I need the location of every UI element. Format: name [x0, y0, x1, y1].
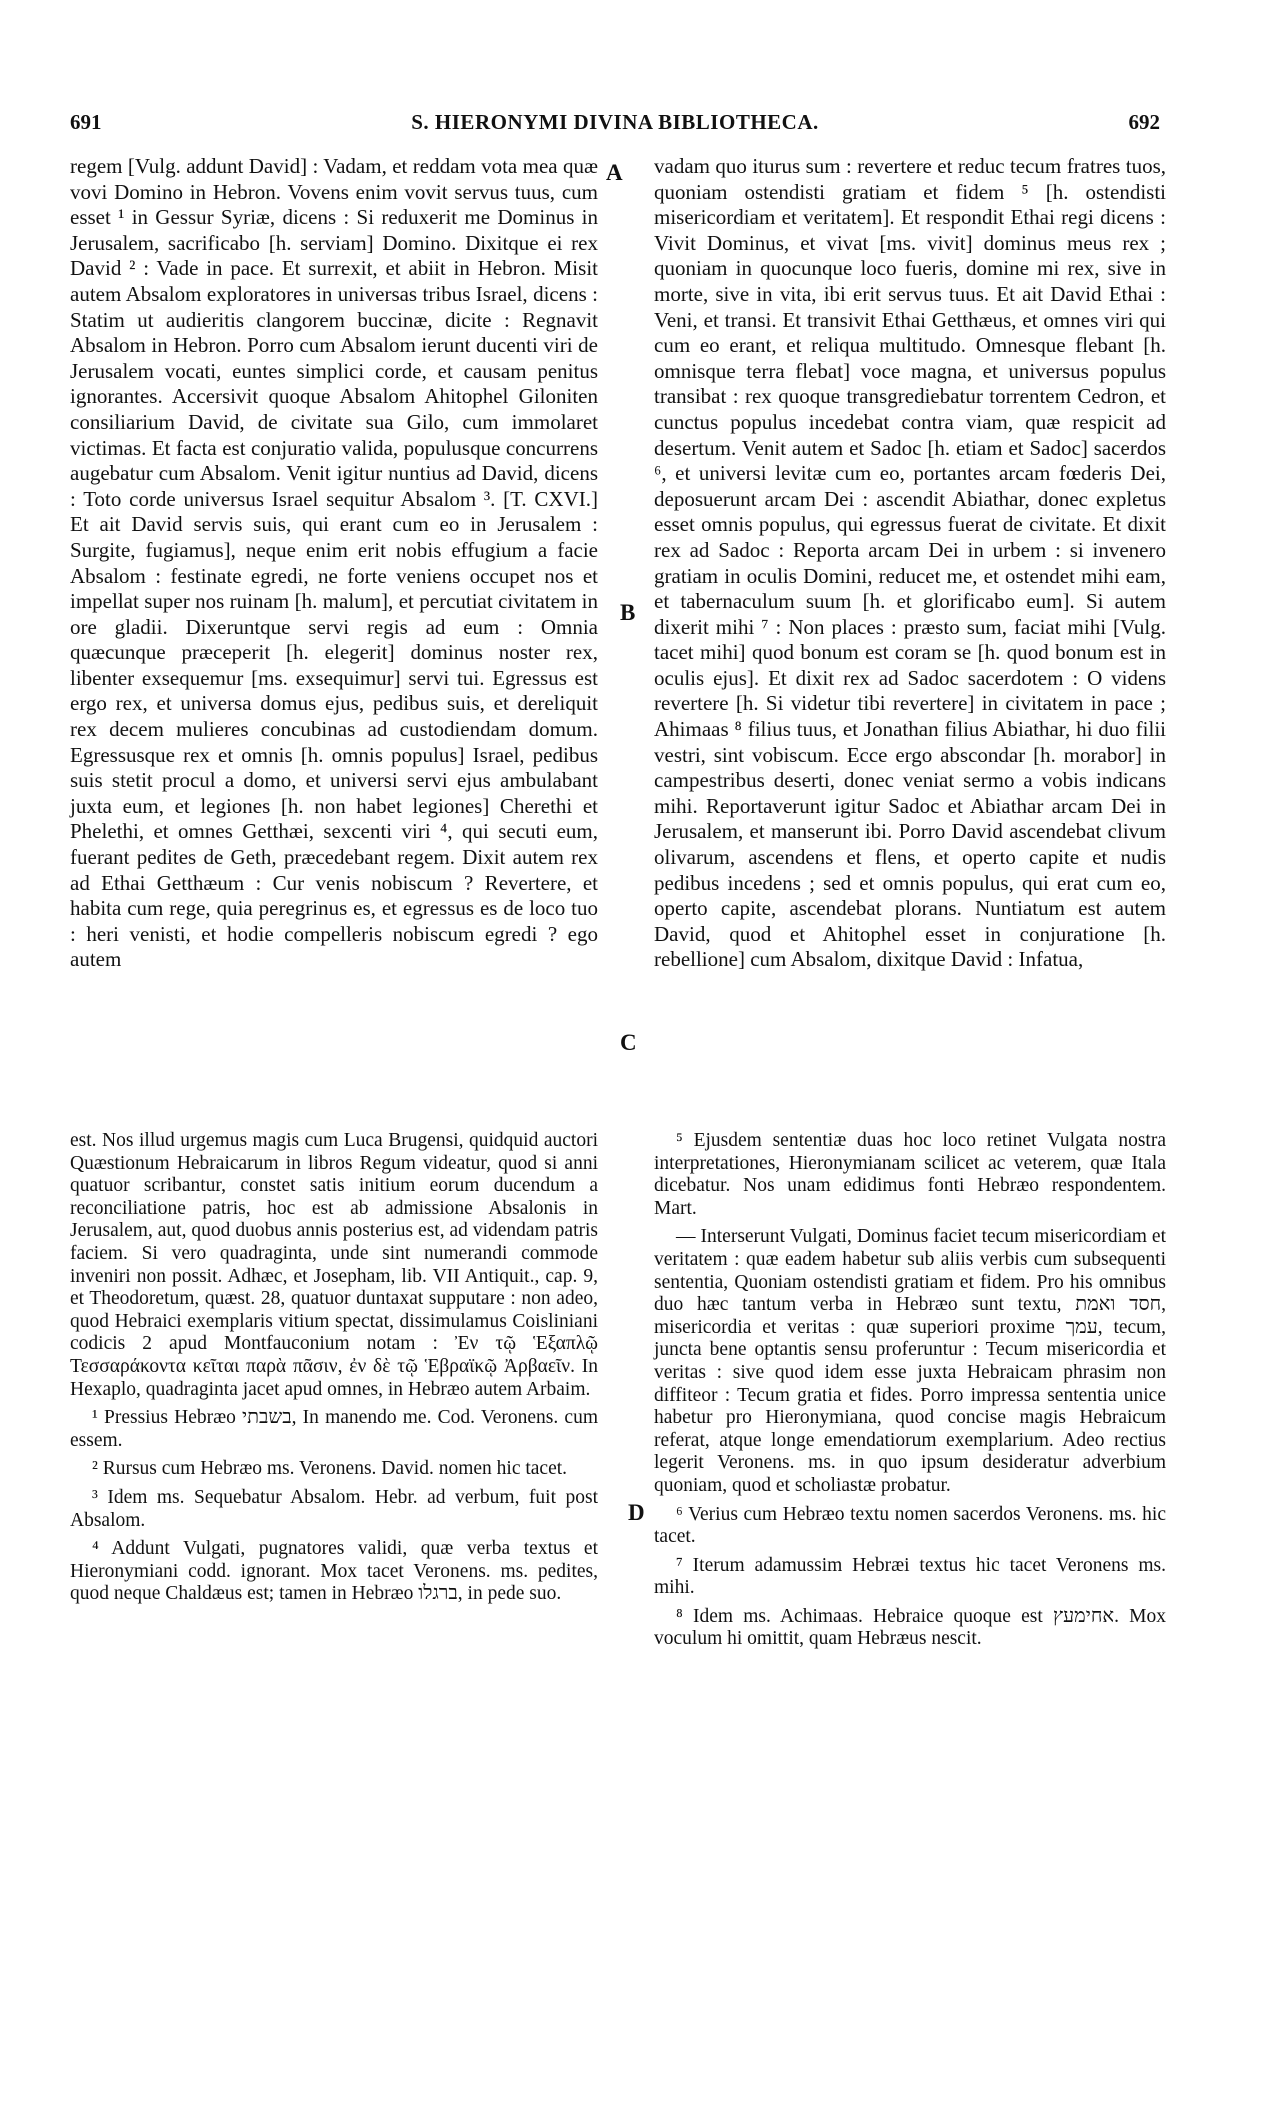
footnote-5-continued: — Interserunt Vulgati, Dominus faciet tecum misericordiam et veritatem : quæ eadem habetur sub aliis verbis cum subsequenti sententia, Quoniam ostendisti gratiam et fidem. Pro his omnibus duo hæc tantum verba in Hebræo sunt textu, חסד ואמת, misericordia et veritas : quæ superiori proxime עמך, tecum, juncta bene optantis sensu proferuntur : Tecum misericordia et veritas : sive quod idem esse juxta Hebraicam phrasim non diffiteor : Tecum gratia et fides. Porro impressa sententia unice habetur pro Hieronymiana, quod concise magis Hebraicum referat, atque longe emendatiorum exemplarium. Adeo rectius legerit Veronens. ms. in quo ipsum desideratur adverbium quoniam, quod et scholiastæ probatur. — [654, 1226, 1166, 1496]
footnote-7: ⁷ Iterum adamussim Hebræi textus hic tacet Veronens ms. mihi. — [654, 1554, 1166, 1599]
page-number-left: 691 — [70, 110, 102, 134]
left-notes-intro: est. Nos illud urgemus magis cum Luca Brugensi, quidquid auctori Quæstionum Hebraicarum in libros Regum videatur, quod si anni quatuor scribantur, constet satis initium eorum ducendum a reconciliatione patris, hoc est ab admissione Absalonis in Jerusalem, aut, quod duobus annis posterius est, ad videndam patris faciem. Si vero quadraginta, unde sint numerandi commode inveniri non possit. Adhæc, et Josepham, lib. VII Antiquit., cap. 9, et Theodoretum, quæst. 28, quatuor duntaxat supputare : non adeo, quod Hebraici exemplaris vitium spectat, dissimulamus Coisliniani codicis 2 apud Montfauconium notam : Ἐν τῷ Ἑξαπλῷ Τεσσαράκοντα κεῖται παρὰ πᾶσιν, ἐν δὲ τῷ Ἑβραϊκῷ Ἀρβαεῖν. In Hexaplo, quadraginta jacet apud omnes, in Hebræo autem Arbaim. — [70, 1130, 598, 1400]
left-main-text: regem [Vulg. addunt David] : Vadam, et reddam vota mea quæ vovi Domino in Hebron. Vovens enim vovit servus tuus, cum esset ¹ in Gessur Syriæ, dicens : Si reduxerit me Dominus in Jerusalem, sacrificabo [h. serviam] Domino. Dixitque ei rex David ² : Vade in pace. Et surrexit, et abiit in Hebron. Misit autem Absalom exploratores in universas tribus Israel, dicens : Statim ut audieritis clangorem buccinæ, dicite : Regnavit Absalom in Hebron. Porro cum Absalom ierunt ducenti viri de Jerusalem vocati, euntes simplici corde, et causam penitus ignorantes. Accersivit quoque Absalom Ahitophel Giloniten consiliarium David, de civitate sua Gilo, cum immolaret victimas. Et facta est conjuratio valida, populusque concurrens augebatur cum Absalom. Venit igitur nuntius ad David, dicens : Toto corde universus Israel sequitur Absalom ³. [T. CXVI.] Et ait David servis suis, qui erant cum eo in Jerusalem : Surgite, fugiamus], neque enim erit nobis effugium a facie Absalom : festinate egredi, ne forte veniens occupet nos et impellat super nos ruinam [h. malum], et percutiat civitatem in ore gladii. Dixeruntque servi regis ad eum : Omnia quæcunque præceperit [h. elegerit] dominus noster rex, libenter exsequemur [ms. exsequimur] servi tui. Egressus est ergo rex, et universa domus ejus, pedibus suis, et dereliquit rex decem mulieres concubinas ad custodiendam domum. Egressusque rex et omnis [h. omnis populus] Israel, pedibus suis stetit procul a domo, et universi servi ejus ambulabant juxta eum, et legiones [h. non habet legiones] Cherethi et Phelethi, et omnes Getthæi, sexcenti viri ⁴, qui secuti eum, fuerant pedites de Geth, præcedebant regem. Dixit autem rex ad Ethai Getthæum : Cur venis nobiscum ? Revertere, et habita cum rege, quia peregrinus es, et egressus es de loco tuo : heri venisti, et hodie compelleris nobiscum egredi ? ego autem — [70, 154, 598, 972]
left-main-column — [70, 154, 598, 1114]
right-notes-column — [654, 1130, 1166, 2090]
footnote-3: ³ Idem ms. Sequebatur Absalom. Hebr. ad verbum, fuit post Absalom. — [70, 1486, 598, 1531]
footnote-8: ⁸ Idem ms. Achimaas. Hebraice quoque est אחימעץ. Mox voculum hi omittit, quam Hebræus nescit. — [654, 1605, 1166, 1650]
margin-letter-a: A — [606, 160, 623, 185]
left-notes-column — [70, 1130, 598, 2090]
page-number-right: 692 — [1128, 110, 1160, 134]
running-header — [70, 110, 1160, 144]
margin-letter-d: D — [628, 1500, 645, 1525]
right-main-text: vadam quo iturus sum : revertere et reduc tecum fratres tuos, quoniam ostendisti gratiam et fidem ⁵ [h. ostendisti misericordiam et veritatem]. Et respondit Ethai regi dicens : Vivit Dominus, et vivat [ms. vivit] dominus meus rex ; quoniam in quocunque loco fueris, domine mi rex, sive in morte, sive in vita, ibi erit servus tuus. Et ait David Ethai : Veni, et transi. Et transivit Ethai Getthæus, et omnes viri qui cum eo erant, et reliqua multitudo. Omnesque flebant [h. omnisque terra flebat] voce magna, et universus populus transibat : rex quoque transgrediebatur torrentem Cedron, et cunctus populus incedebat contra viam, quæ respicit ad desertum. Venit autem et Sadoc [h. etiam et Sadoc] sacerdos ⁶, et universi levitæ cum eo, portantes arcam fœderis Dei, deposuerunt arcam Dei : ascendit Abiathar, donec expletus esset omnis populus, qui egressus fuerat de civitate. Et dixit rex ad Sadoc : Reporta arcam Dei in urbem : si invenero gratiam in oculis Domini, reducet me, et ostendet mihi eam, et tabernaculum suum [h. et glorificabo eum]. Si autem dixerit mihi ⁷ : Non places : præsto sum, faciat mihi [Vulg. tacet mihi] quod bonum est coram se [h. quod bonum est in oculis ejus]. Et dixit rex ad Sadoc sacerdotem : O videns revertere [h. Si videtur tibi revertere] in civitatem in pace ; Ahimaas ⁸ filius tuus, et Jonathan filius Abiathar, hi duo filii vestri, sint vobiscum. Ecce ergo abscondar [h. morabor] in campestribus deserti, donec veniat sermo a vobis indicans mihi. Reportaverunt igitur Sadoc et Abiathar arcam Dei in Jerusalem, et manserunt ibi. Porro David ascendebat clivum olivarum, ascendens et flens, et operto capite et nudis pedibus incedens ; sed et omnis populus, qui erat cum eo, operto capite, ascendebat plorans. Nuntiatum est autem David, quod et Ahitophel esset in conjuratione [h. rebellione] cum Absalom, dixitque David : Infatua, — [654, 154, 1166, 972]
margin-letter-b: B — [620, 600, 636, 625]
footnote-5: ⁵ Ejusdem sententiæ duas hoc loco retinet Vulgata nostra interpretationes, Hieronymianam scilicet ac veterem, quæ Itala dicebatur. Nos unam edidimus fonti Hebræo respondentem. Mart. — [654, 1130, 1166, 1219]
footnote-6: ⁶ Verius cum Hebræo textu nomen sacerdos Veronens. ms. hic tacet. — [654, 1503, 1166, 1548]
footnote-1: ¹ Pressius Hebræo בשבתי, In manendo me. Cod. Veronens. cum essem. — [70, 1407, 598, 1451]
right-main-column — [654, 154, 1166, 1114]
margin-letter-c: C — [620, 1030, 637, 1055]
footnote-2: ² Rursus cum Hebræo ms. Veronens. David. nomen hic tacet. — [92, 1458, 568, 1480]
running-title: S. HIERONYMI DIVINA BIBLIOTHECA. — [411, 110, 819, 134]
footnote-4: ⁴ Addunt Vulgati, pugnatores validi, quæ verba textus et Hieronymiani codd. ignorant. Mox tacet Veronens. ms. pedites, quod neque Chaldæus est; tamen in Hebræo ברגלו, in pede suo. — [70, 1538, 598, 1605]
